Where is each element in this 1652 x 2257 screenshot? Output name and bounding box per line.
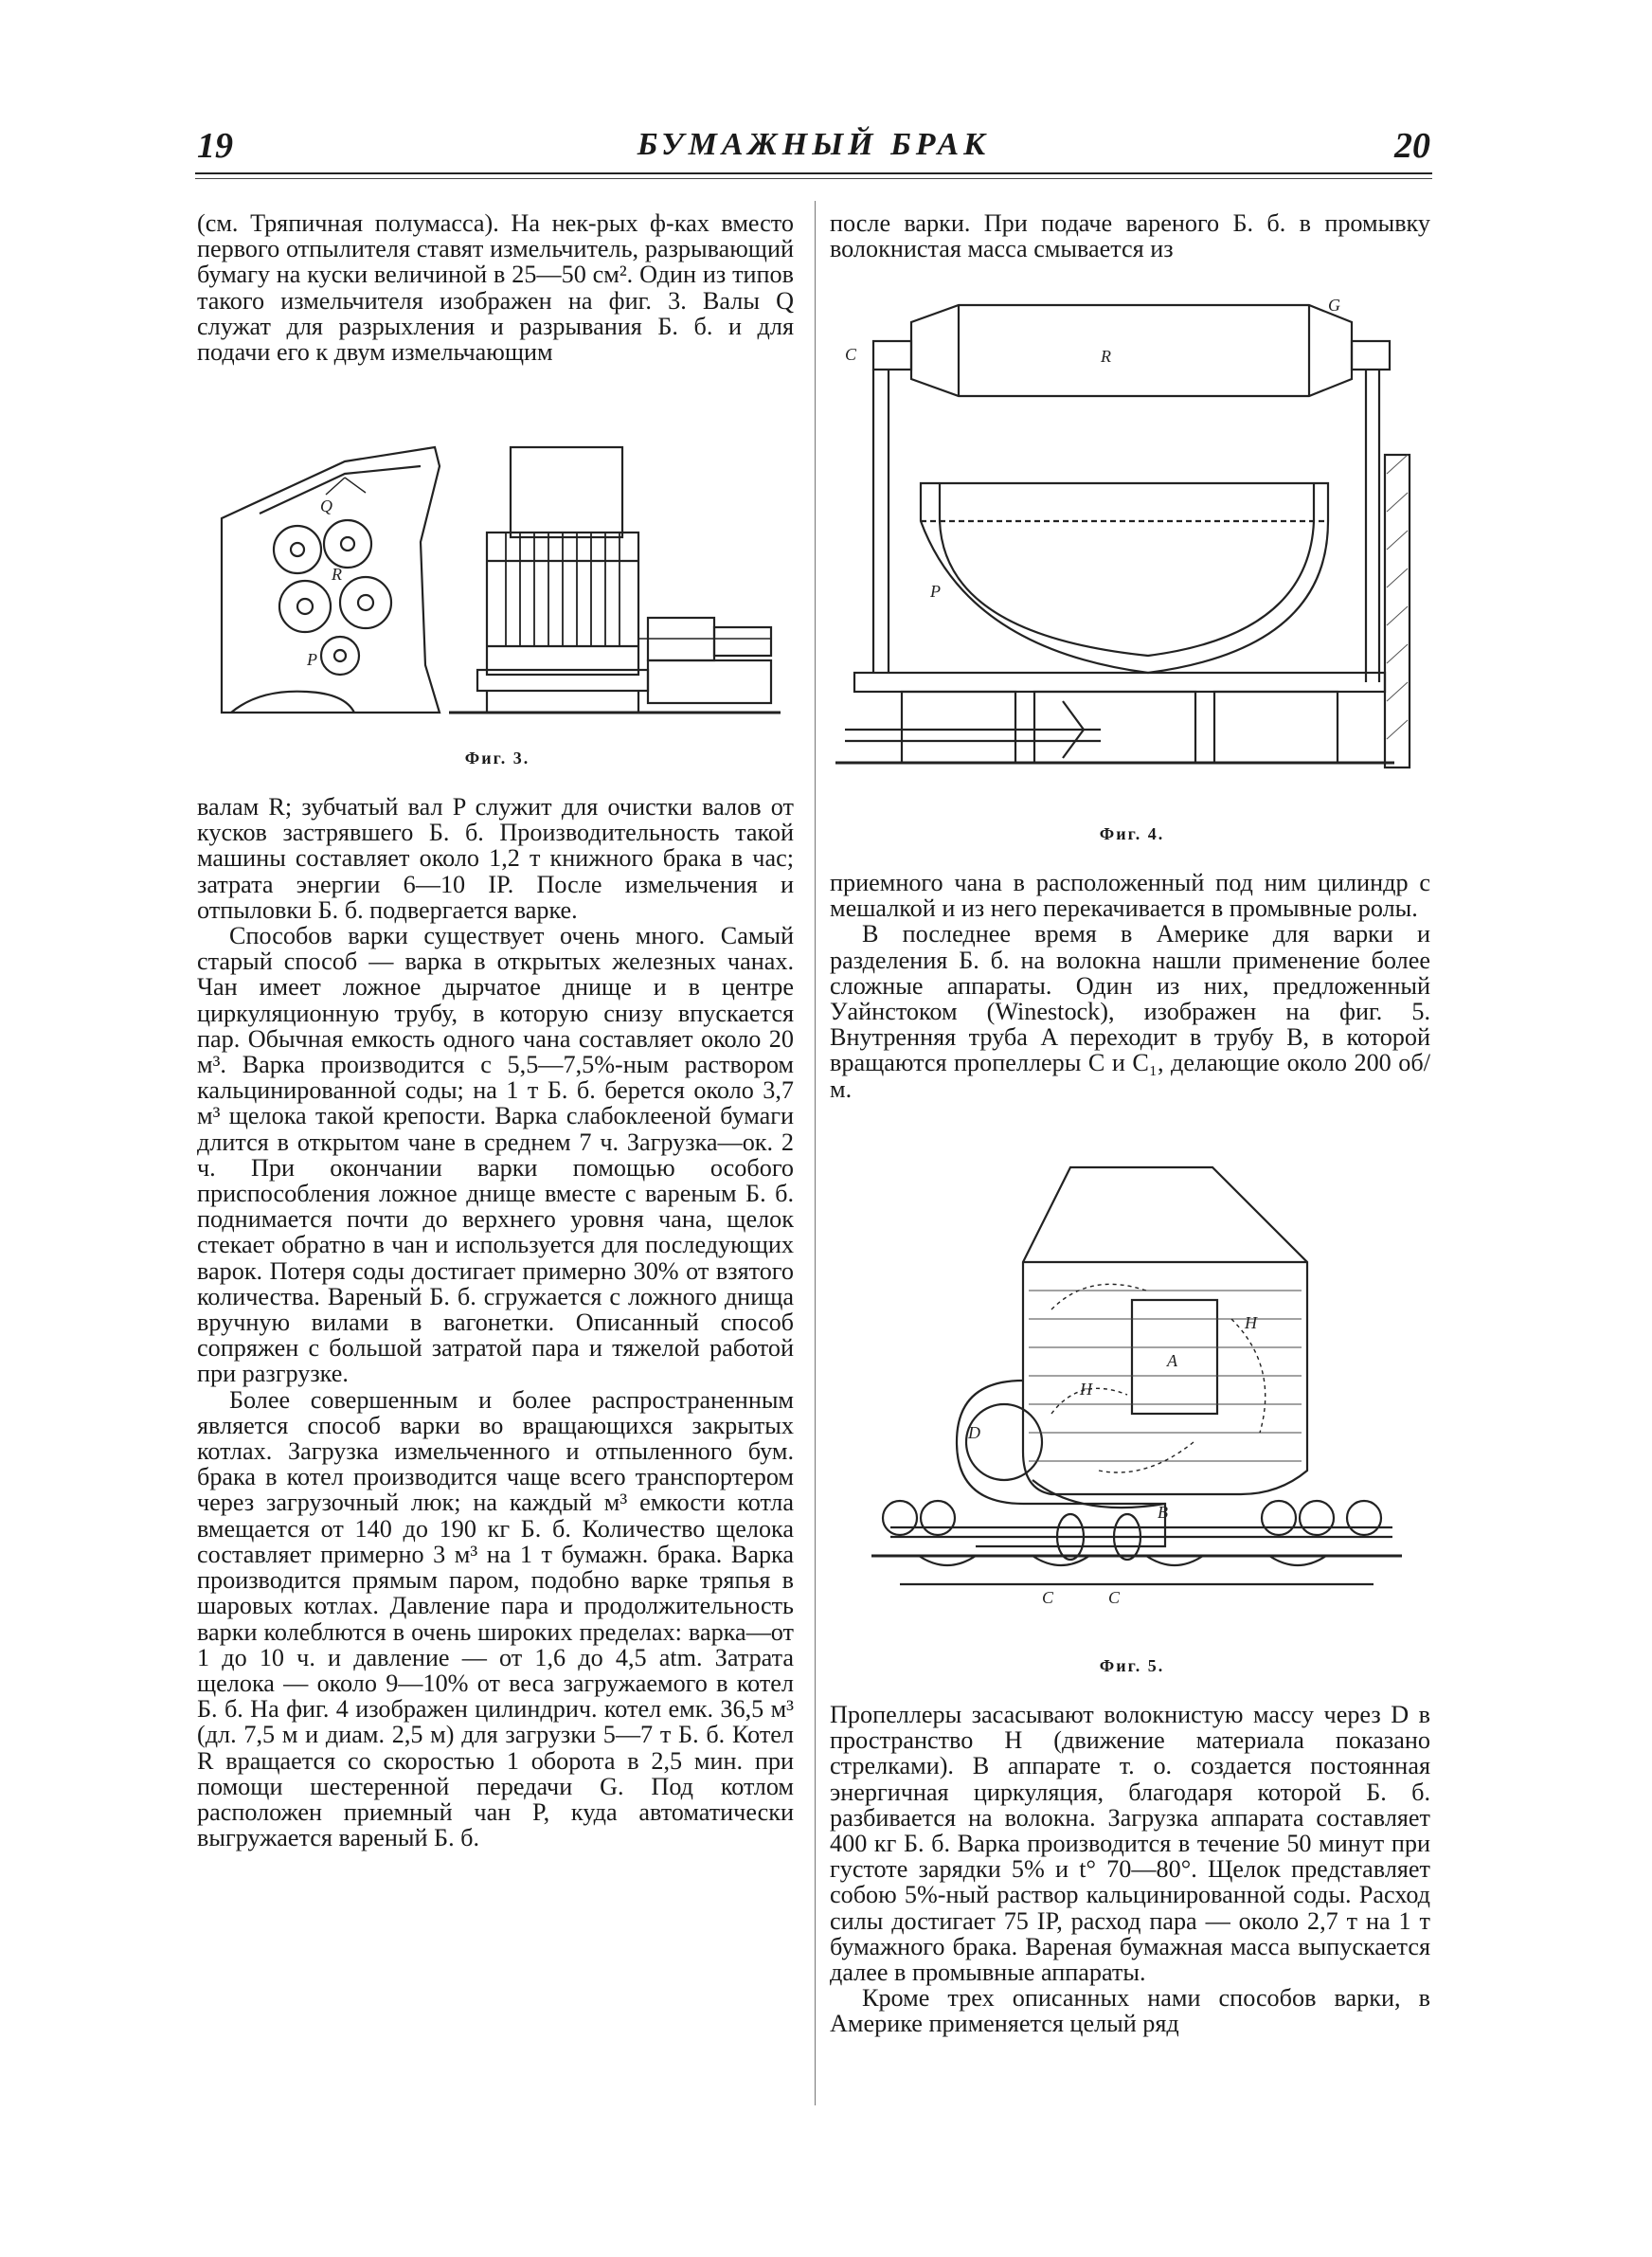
right-paragraph-5: Кроме трех описанных нами способов варки, в Америке применяется целый ряд — [830, 1984, 1430, 2038]
figure-4-drawing — [835, 284, 1428, 815]
header-rule-thick — [195, 172, 1432, 174]
column-divider — [815, 201, 816, 2105]
right-paragraph-4: Пропеллеры засасывают волокнистую массу через D в пространство H (движение материала показано стрелками). В аппарате т. о. создается постоянная энергичная циркуляция, благодаря которой Б. б. разбивается на волокна. Загрузка аппарата составляет 400 кг Б. б. Варка производится в течение 50 минут при густоте зарядки 5% и t° 70—80°. Щелок представляет собою 5%-ный раствор кальцинированной соды. Расход силы достигает 75 IP, расход пара — около 2,7 т на 1 т бумажного брака. Вареная бумажная масса выпускается далее в промывные аппараты. — [830, 1701, 1430, 1987]
left-column-top — [197, 210, 794, 365]
fig4-label-g: G — [1328, 296, 1340, 315]
right-column-middle — [830, 870, 1430, 1102]
fig5-label-a: A — [1167, 1351, 1177, 1370]
right-paragraph-1: после варки. При подаче вареного Б. б. в промывку волокнистая масса смывается из — [830, 209, 1430, 263]
right-column-top — [830, 210, 1430, 262]
fig4-label-c: C — [845, 345, 857, 364]
fig5-label-c1: C — [1108, 1588, 1121, 1607]
fig5-label-d: D — [968, 1423, 980, 1442]
figure-3 — [203, 428, 792, 741]
fig5-label-b: B — [1158, 1503, 1168, 1522]
figure-5-caption: Фиг. 5. — [1099, 1656, 1165, 1675]
right-paragraph-3: В последнее время в Америке для варки и разделения Б. б. на волокна нашли применение более сложные аппараты. Один из них, предложенный Уайнстоком (Winestock), изображен на фиг. 5. Внутренняя труба A переходит в трубу B, в которой вращаются пропеллеры C и C₁, делающие около 200 об/м. — [830, 920, 1430, 1103]
fig5-label-c: C — [1042, 1588, 1054, 1607]
fig3-label-r: R — [332, 565, 342, 584]
fig3-label-q: Q — [320, 497, 332, 515]
fig5-label-h-right: H — [1245, 1313, 1257, 1332]
fig5-label-h-left: H — [1080, 1380, 1092, 1399]
fig3-label-p: P — [307, 650, 317, 669]
left-paragraph-4: Более совершенным и более распространенным является способ варки во вращающихся закрытых котлах. Загрузка измельченного и отпыленного бум. брака в котел производится чаще всего транспортером через загрузочный люк; на каждый м³ емкости котла вмещается от 140 до 190 кг Б. б. Количество щелока составляет примерно 3 м³ на 1 т бумажн. брака. Варка производится прямым паром, подобно варке тряпья в шаровых котлах. Давление пара и продолжительность варки колеблются в очень широких пределах: варка—от 1 до 10 ч. и давление — от 1,6 до 4,5 atm. Затрата щелока — около 9—10% от веса загружаемого в котел Б. б. На фиг. 4 изображен цилиндрич. котел емк. 36,5 м³ (дл. 7,5 м и диам. 2,5 м) для загрузки 5—7 т Б. б. Котел R вращается со скоростью 1 оборота в 2,5 мин. при помощи шестеренной передачи G. Под котлом расположен приемный чан P, куда автоматически выгружается вареный Б. б. — [197, 1385, 794, 1852]
left-paragraph-2: валам R; зубчатый вал P служит для очистки валов от кусков застрявшего Б. б. Производительность такой машины составляет около 1,2 т книжного брака в час; затрата энергии 6—10 IP. После измельчения и отпыловки Б. б. подвергается варке. — [197, 793, 794, 924]
figure-5-drawing — [862, 1158, 1413, 1651]
page-number-right: 20 — [1394, 126, 1430, 166]
figure-3-drawing — [203, 428, 792, 741]
page-number-left: 19 — [197, 126, 233, 166]
fig4-label-p: P — [930, 582, 941, 601]
fig4-label-r: R — [1101, 347, 1111, 366]
figure-4-caption: Фиг. 4. — [1099, 824, 1165, 843]
figure-5 — [862, 1158, 1413, 1651]
running-title: БУМАЖНЫЙ БРАК — [637, 127, 991, 162]
left-paragraph-1: (см. Тряпичная полумасса). На нек-рых ф-ках вместо первого отпылителя ставят измельчитель, разрывающий бумагу на куски величиной в 25—50 см². Один из типов такого измельчителя изображен на фиг. 3. Валы Q служат для разрыхления и разрывания Б. б. и для подачи его к двум измельчающим — [197, 209, 794, 367]
right-column-bottom — [830, 1702, 1430, 2037]
header-rule-thin — [195, 178, 1432, 179]
figure-3-caption: Фиг. 3. — [464, 749, 530, 767]
left-paragraph-3: Способов варки существует очень много. Самый старый способ — варка в открытых железных чанах. Чан имеет ложное дырчатое днище и в центре циркуляционную трубу, в которую снизу впускается пар. Обычная емкость одного чана составляет около 20 м³. Варка производится с 5,5—7,5%-ным раствором кальцинированной соды; на 1 т Б. б. берется около 3,7 м³ щелока такой крепости. Варка слабоклееной бумаги длится в открытом чане в среднем 7 ч. Загрузка—ок. 2 ч. При окончании варки помощью особого приспособления ложное днище вместе с вареным Б. б. поднимается почти до верхнего уровня чана, щелок стекает обратно в чан и используется для последующих варок. Потеря соды достигает примерно 30% от взятого количества. Вареный Б. б. сгружается с ложного днища вручную вилами в вагонетки. Описанный способ сопряжен с большой затратой пара и тяжелой работой при разгрузке. — [197, 922, 794, 1388]
page-header — [197, 125, 1430, 172]
right-paragraph-2: приемного чана в расположенный под ним цилиндр с мешалкой и из него перекачивается в промывные ролы. — [830, 869, 1430, 923]
left-column-bottom — [197, 794, 794, 1851]
figure-4 — [835, 284, 1428, 815]
